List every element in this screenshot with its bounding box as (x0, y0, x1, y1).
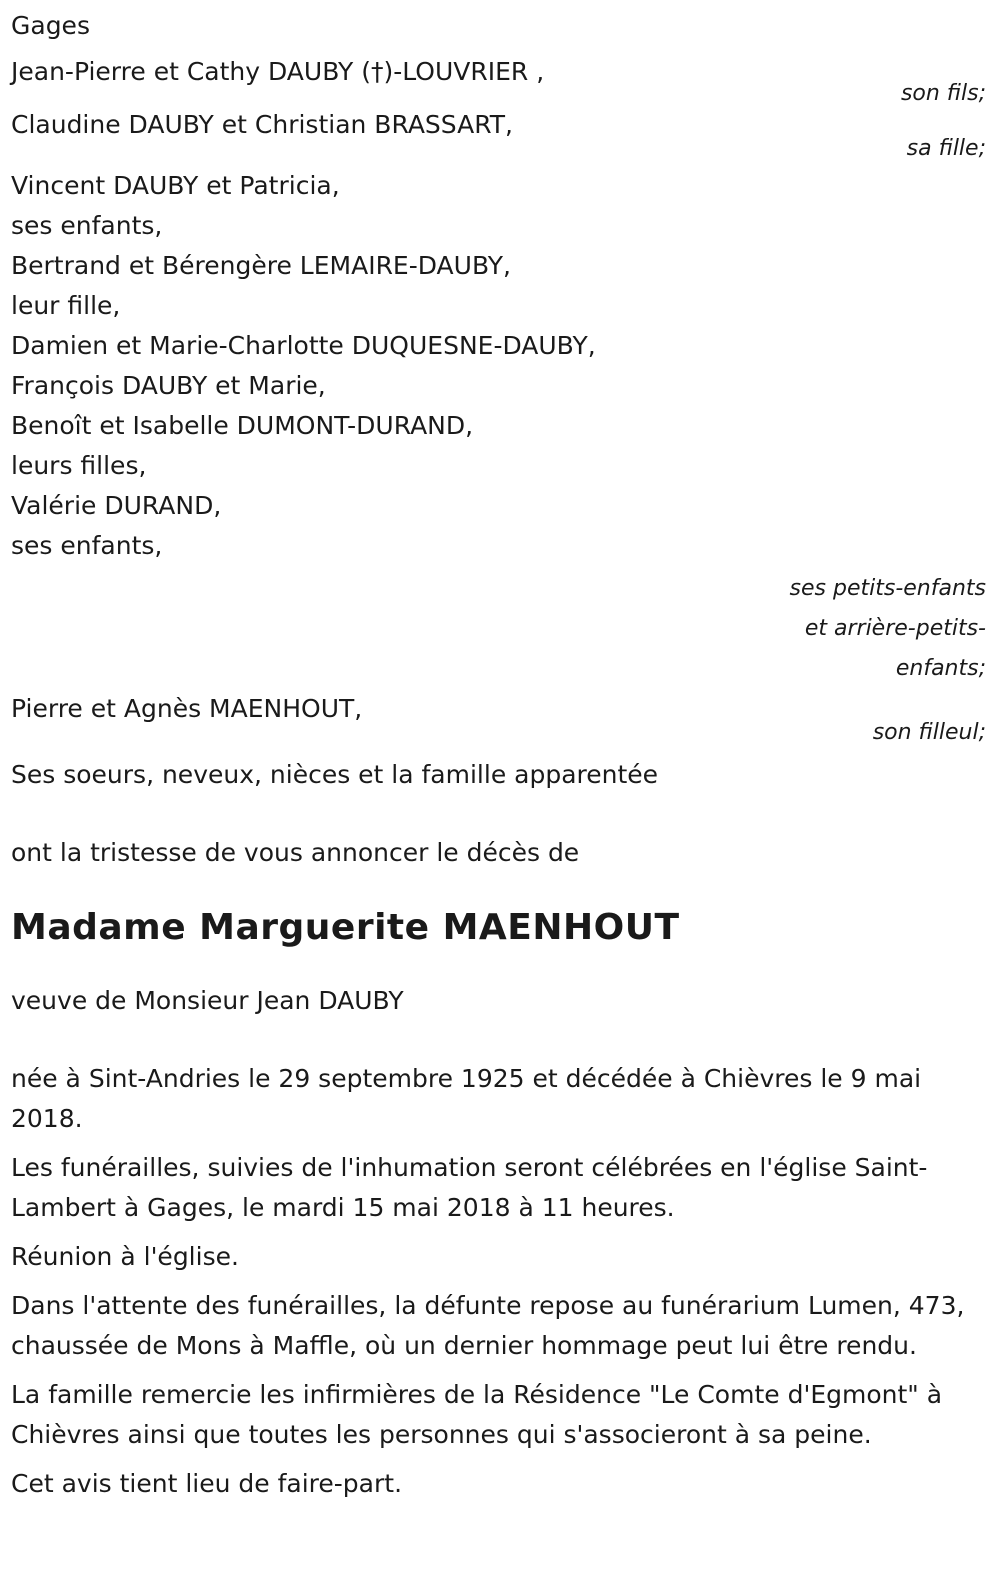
relation-label: sa fille; (906, 136, 986, 161)
family-names: Claudine DAUBY et Christian BRASSART, (11, 110, 513, 139)
funeral-text: Les funérailles, suivies de l'inhumation seront célébrées en l'église Saint-Lambert à Gages, le mardi 15 mai 2018 à 11 heures. (11, 1153, 928, 1222)
family-names: ses enfants, (11, 531, 163, 560)
meeting-text: Réunion à l'église. (11, 1242, 239, 1271)
family-names: Benoît et Isabelle DUMONT-DURAND, (11, 411, 474, 440)
relation-label: enfants; (895, 656, 986, 681)
family-names: Jean-Pierre et Cathy DAUBY (†)-LOUVRIER , (11, 57, 545, 86)
family-group-godson (11, 689, 986, 753)
notice-text: Cet avis tient lieu de faire-part. (11, 1469, 403, 1498)
obituary-notice (11, 0, 986, 1504)
family-names: Bertrand et Bérengère LEMAIRE-DAUBY, (11, 251, 511, 280)
family-names: Valérie DURAND, (11, 491, 222, 520)
place-heading: Gages (11, 11, 90, 40)
repose-text: Dans l'attente des funérailles, la défunte repose au funérarium Lumen, 473, chaussée de Mons à Maffle, où un dernier hommage peut lui être rendu. (11, 1291, 965, 1360)
family-names: ses enfants, (11, 211, 163, 240)
family-names: Pierre et Agnès MAENHOUT, (11, 694, 363, 723)
family-names: leur fille, (11, 291, 121, 320)
family-group-daughter (11, 105, 986, 169)
relation-label: et arrière-petits- (804, 616, 986, 641)
relation-label: son filleul; (872, 720, 986, 745)
announcement-text: ont la tristesse de vous annoncer le décès de (11, 838, 580, 867)
extended-family: Ses soeurs, neveux, nièces et la famille apparentée (11, 760, 659, 789)
family-names: Damien et Marie-Charlotte DUQUESNE-DAUBY, (11, 331, 596, 360)
family-group-grandchildren (11, 166, 986, 689)
family-names: Vincent DAUBY et Patricia, (11, 171, 340, 200)
family-names: leurs filles, (11, 451, 147, 480)
family-names: François DAUBY et Marie, (11, 371, 326, 400)
deceased-name: Madame Marguerite MAENHOUT (11, 907, 680, 948)
relation-label: son fils; (900, 81, 986, 106)
relation-label: ses petits-enfants (789, 576, 986, 601)
widow-of: veuve de Monsieur Jean DAUBY (11, 986, 404, 1015)
thanks-text: La famille remercie les infirmières de la Résidence "Le Comte d'Egmont" à Chièvres ainsi que toutes les personnes qui s'associeront à sa peine. (11, 1380, 943, 1449)
birth-death-text: née à Sint-Andries le 29 septembre 1925 et décédée à Chièvres le 9 mai 2018. (11, 1064, 922, 1133)
